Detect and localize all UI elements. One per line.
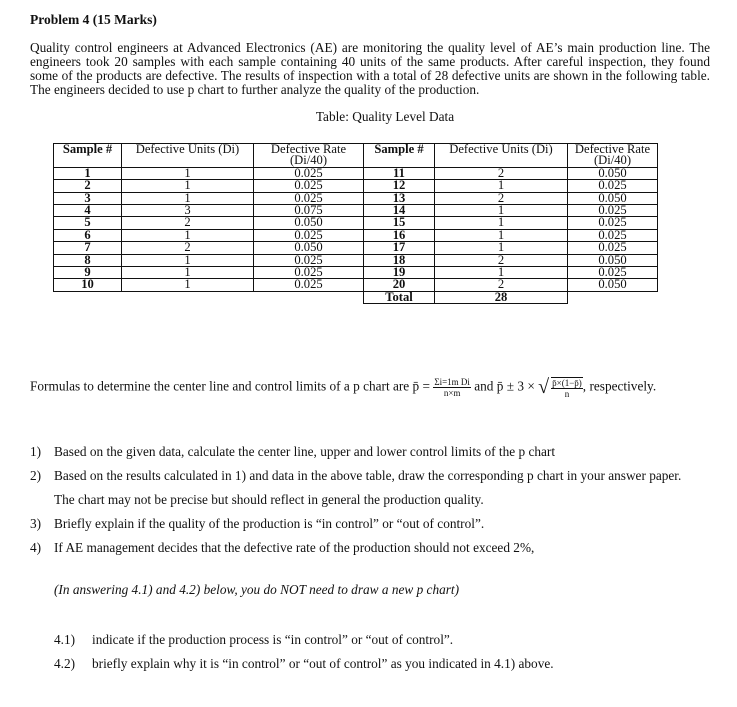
table-row bbox=[54, 279, 658, 291]
header-rate-label: Defective Rate bbox=[270, 142, 347, 156]
defective-rate-cell: 0.025 bbox=[254, 192, 364, 204]
question-number: 1) bbox=[30, 444, 42, 459]
formula-and: and p̄ ± 3 × bbox=[474, 378, 535, 394]
defective-rate-cell: 0.050 bbox=[568, 279, 658, 291]
defective-units-cell: 1 bbox=[435, 267, 568, 279]
defective-rate-cell: 0.050 bbox=[254, 217, 364, 229]
defective-units-cell: 1 bbox=[122, 192, 254, 204]
defective-units-cell: 2 bbox=[122, 242, 254, 254]
question-2 bbox=[30, 464, 695, 512]
question-number: 4) bbox=[30, 540, 42, 555]
header-defective-units: Defective Units (Di) bbox=[122, 144, 254, 168]
defective-units-cell: 1 bbox=[122, 180, 254, 192]
sample-number-cell: 1 bbox=[54, 167, 122, 179]
formula-lead: Formulas to determine the center line and control limits of a p chart are p̄ = bbox=[30, 378, 430, 394]
defective-units-cell: 1 bbox=[435, 180, 568, 192]
sample-number-cell: 11 bbox=[364, 167, 435, 179]
question-number: 2) bbox=[30, 468, 42, 483]
center-line-fraction bbox=[433, 377, 471, 398]
table-row bbox=[54, 254, 658, 266]
question-number: 3) bbox=[30, 516, 42, 531]
defective-rate-cell: 0.025 bbox=[254, 279, 364, 291]
defective-units-cell: 1 bbox=[122, 254, 254, 266]
sqrt-radicand bbox=[551, 377, 583, 399]
sample-number-cell: 3 bbox=[54, 192, 122, 204]
defective-units-cell: 1 bbox=[435, 217, 568, 229]
header-rate-sub-2: (Di/40) bbox=[593, 153, 632, 168]
defective-units-cell: 1 bbox=[122, 167, 254, 179]
defective-units-cell: 2 bbox=[435, 254, 568, 266]
total-label: Total bbox=[364, 291, 435, 303]
table-caption: Table: Quality Level Data bbox=[315, 109, 455, 124]
question-text: Based on the given data, calculate the center line, upper and lower control limits of the p chart bbox=[54, 444, 556, 459]
defective-rate-cell: 0.025 bbox=[254, 229, 364, 241]
table-body bbox=[54, 167, 658, 291]
subquestion-text: indicate if the production process is “in control” or “out of control”. bbox=[92, 632, 454, 647]
sample-number-cell: 16 bbox=[364, 229, 435, 241]
sample-number-cell: 8 bbox=[54, 254, 122, 266]
sample-number-cell: 19 bbox=[364, 267, 435, 279]
question-3 bbox=[30, 512, 695, 536]
subquestion-number: 4.1) bbox=[54, 632, 76, 647]
question-text: If AE management decides that the defective rate of the production should not exceed 2%, bbox=[54, 540, 535, 555]
problem-heading: Problem 4 (15 Marks) bbox=[30, 12, 157, 27]
table-header-row bbox=[54, 144, 658, 168]
sample-number-cell: 7 bbox=[54, 242, 122, 254]
table-row bbox=[54, 242, 658, 254]
answering-note: (In answering 4.1) and 4.2) below, you do NOT need to draw a new p chart) bbox=[54, 582, 460, 597]
header-defective-rate-2 bbox=[568, 144, 658, 168]
subquestion-number: 4.2) bbox=[54, 656, 76, 671]
sample-number-cell: 14 bbox=[364, 205, 435, 217]
sample-number-cell: 12 bbox=[364, 180, 435, 192]
sample-number-cell: 9 bbox=[54, 267, 122, 279]
table-row bbox=[54, 180, 658, 192]
formula-line bbox=[30, 376, 720, 399]
table-row bbox=[54, 217, 658, 229]
sample-number-cell: 5 bbox=[54, 217, 122, 229]
defective-rate-cell: 0.025 bbox=[254, 254, 364, 266]
quality-level-table bbox=[53, 143, 658, 304]
defective-rate-cell: 0.050 bbox=[254, 242, 364, 254]
defective-rate-cell: 0.050 bbox=[568, 254, 658, 266]
sample-number-cell: 17 bbox=[364, 242, 435, 254]
table-total-row bbox=[54, 291, 658, 303]
defective-rate-cell: 0.025 bbox=[254, 167, 364, 179]
sqrt-icon: √ bbox=[538, 376, 550, 398]
subquestion-text: briefly explain why it is “in control” or “out of control” as you indicated in 4.1) above. bbox=[92, 656, 554, 671]
total-value: 28 bbox=[435, 291, 568, 303]
table-row bbox=[54, 192, 658, 204]
defective-rate-cell: 0.025 bbox=[568, 217, 658, 229]
header-sample-2: Sample # bbox=[364, 144, 435, 168]
defective-rate-cell: 0.075 bbox=[254, 205, 364, 217]
defective-rate-cell: 0.050 bbox=[568, 192, 658, 204]
sample-number-cell: 4 bbox=[54, 205, 122, 217]
defective-units-cell: 1 bbox=[435, 205, 568, 217]
header-defective-units-2: Defective Units (Di) bbox=[435, 144, 568, 168]
sample-number-cell: 18 bbox=[364, 254, 435, 266]
defective-units-cell: 1 bbox=[122, 279, 254, 291]
sample-number-cell: 15 bbox=[364, 217, 435, 229]
defective-units-cell: 2 bbox=[435, 192, 568, 204]
defective-units-cell: 1 bbox=[435, 242, 568, 254]
sample-number-cell: 13 bbox=[364, 192, 435, 204]
defective-rate-cell: 0.025 bbox=[568, 267, 658, 279]
defective-rate-cell: 0.050 bbox=[568, 167, 658, 179]
center-numerator: Σi=1m Di bbox=[434, 377, 470, 387]
table-row bbox=[54, 205, 658, 217]
question-text: Based on the results calculated in 1) and data in the above table, draw the corresponding p chart in your answer paper. The chart may not be precise but should reflect in general the production quality. bbox=[54, 468, 682, 507]
problem-document bbox=[30, 8, 710, 123]
defective-units-cell: 2 bbox=[122, 217, 254, 229]
sample-number-cell: 2 bbox=[54, 180, 122, 192]
defective-rate-cell: 0.025 bbox=[568, 205, 658, 217]
center-denominator: n×m bbox=[443, 388, 461, 398]
table-row bbox=[54, 229, 658, 241]
question-1 bbox=[30, 440, 695, 464]
question-4 bbox=[30, 536, 695, 560]
limit-fraction bbox=[551, 378, 583, 399]
formula-tail: , respectively. bbox=[582, 378, 657, 394]
header-rate-sub: (Di/40) bbox=[289, 153, 328, 168]
sample-number-cell: 20 bbox=[364, 279, 435, 291]
defective-rate-cell: 0.025 bbox=[254, 267, 364, 279]
sample-number-cell: 6 bbox=[54, 229, 122, 241]
header-sample: Sample # bbox=[54, 144, 122, 168]
defective-units-cell: 1 bbox=[122, 267, 254, 279]
subquestion-4-2 bbox=[54, 656, 704, 672]
defective-units-cell: 1 bbox=[122, 229, 254, 241]
subquestion-4-1 bbox=[54, 632, 704, 648]
table-row bbox=[54, 267, 658, 279]
defective-rate-cell: 0.025 bbox=[568, 180, 658, 192]
limit-denominator: n bbox=[564, 388, 570, 399]
question-text: Briefly explain if the quality of the production is “in control” or “out of control”. bbox=[54, 516, 485, 531]
defective-rate-cell: 0.025 bbox=[254, 180, 364, 192]
defective-units-cell: 3 bbox=[122, 205, 254, 217]
defective-rate-cell: 0.025 bbox=[568, 229, 658, 241]
defective-units-cell: 2 bbox=[435, 279, 568, 291]
defective-units-cell: 1 bbox=[435, 229, 568, 241]
header-defective-rate bbox=[254, 144, 364, 168]
defective-units-cell: 2 bbox=[435, 167, 568, 179]
header-rate-label-2: Defective Rate bbox=[574, 142, 651, 156]
intro-paragraph: Quality control engineers at Advanced Electronics (AE) are monitoring the quality level of AE’s main production line. The engineers took 20 samples with each sample containing 40 units of the same products. After careful inspection, they found some of the products are defective. The results of inspection with a total of 28 defective units are shown in the following table. The engineers decided to use p chart to further analyze the quality of the production. bbox=[30, 40, 710, 97]
defective-rate-cell: 0.025 bbox=[568, 242, 658, 254]
limit-numerator: p̄×(1−p̄) bbox=[552, 377, 582, 388]
sample-number-cell: 10 bbox=[54, 279, 122, 291]
table-row bbox=[54, 167, 658, 179]
